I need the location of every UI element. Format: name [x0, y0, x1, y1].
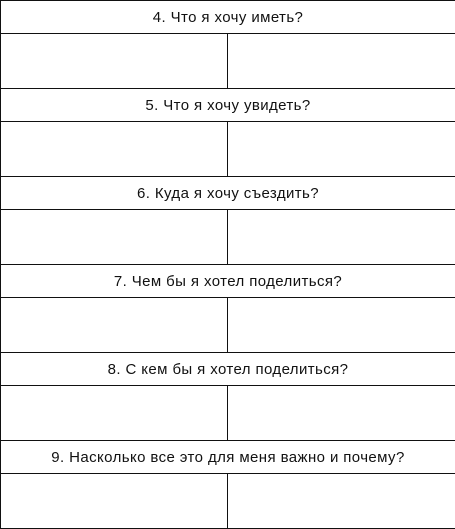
answer-row-5: [1, 122, 455, 177]
question-row-4: [1, 1, 455, 34]
question-label: 7. Чем бы я хотел поделиться?: [1, 264, 455, 297]
answer-cell-right[interactable]: [228, 210, 455, 265]
answer-cell-left[interactable]: [1, 122, 228, 177]
question-row-6: [1, 176, 455, 209]
answer-row-6: [1, 210, 455, 265]
question-row-7: [1, 264, 455, 297]
answer-row-9: [1, 474, 455, 529]
question-label: 6. Куда я хочу съездить?: [1, 176, 455, 209]
answer-row-7: [1, 298, 455, 353]
answer-cell-right[interactable]: [228, 298, 455, 353]
answer-cell-right[interactable]: [228, 34, 455, 89]
answer-cell-left[interactable]: [1, 298, 228, 353]
answer-cell-left[interactable]: [1, 210, 228, 265]
question-label: 9. Насколько все это для меня важно и почему?: [1, 440, 455, 473]
question-label: 4. Что я хочу иметь?: [1, 1, 455, 34]
question-row-5: [1, 88, 455, 121]
answer-row-8: [1, 386, 455, 441]
answer-cell-right[interactable]: [228, 122, 455, 177]
answer-row-4: [1, 34, 455, 89]
answer-cell-left[interactable]: [1, 474, 228, 529]
answer-cell-left[interactable]: [1, 386, 228, 441]
answer-cell-left[interactable]: [1, 34, 228, 89]
answer-cell-right[interactable]: [228, 386, 455, 441]
question-row-8: [1, 352, 455, 385]
question-label: 5. Что я хочу увидеть?: [1, 88, 455, 121]
answer-cell-right[interactable]: [228, 474, 455, 529]
question-label: 8. С кем бы я хотел поделиться?: [1, 352, 455, 385]
question-row-9: [1, 440, 455, 473]
